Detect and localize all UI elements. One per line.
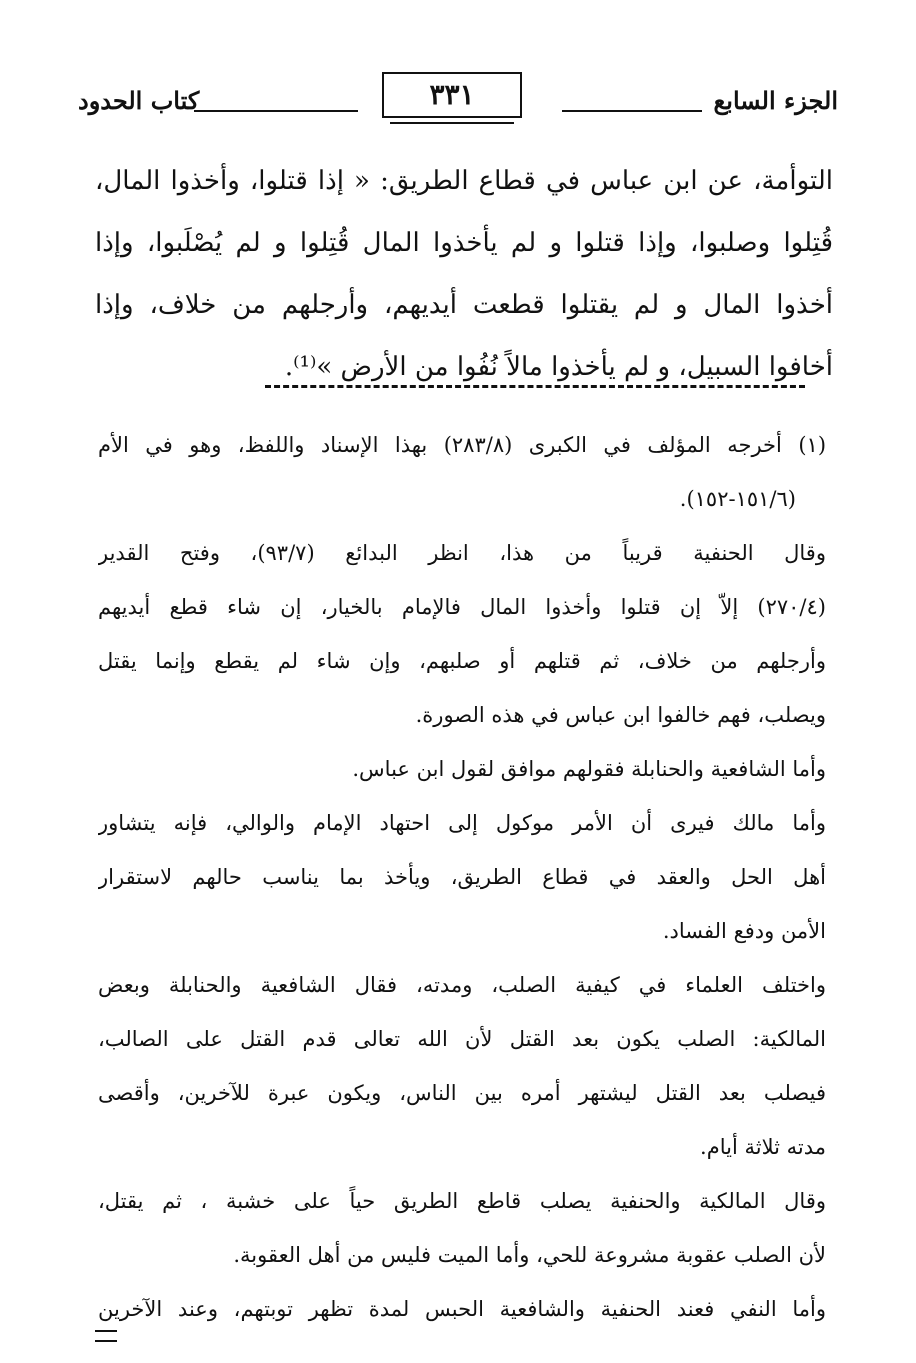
footnote-line: لأن الصلب عقوبة مشروعة للحي، وأما الميت فليس من أهل العقوبة. bbox=[233, 1243, 826, 1267]
footnote-line: أهل الحل والعقد في قطاع الطريق، ويأخذ بما يناسب حالهم لاستقرار bbox=[98, 865, 826, 889]
footnote-line: وقال الحنفية قريباً من هذا، انظر البدائع (٩٣/٧)، وفتح القدير bbox=[98, 541, 826, 565]
page-header bbox=[78, 72, 838, 132]
footnote-line: الأمن ودفع الفساد. bbox=[662, 919, 826, 943]
page-number: ٣٣١ bbox=[382, 72, 522, 118]
footnote-line: وأرجلهم من خلاف، ثم قتلهم أو صلبهم، وإن شاء لم يقطع وإنما يقتل bbox=[98, 649, 826, 673]
footnote-line: فيصلب بعد القتل ليشتهر أمره بين الناس، ويكون عبرة للآخرين، وأقصى bbox=[98, 1081, 826, 1105]
footnote-line: ويصلب، فهم خالفوا ابن عباس في هذه الصورة. bbox=[415, 703, 826, 727]
header-rule-right bbox=[562, 110, 702, 112]
footnote-line: (٢٧٠/٤) إلاّ إن قتلوا وأخذوا المال فالإمام بالخيار، إن شاء قطع أيديهم bbox=[98, 595, 826, 619]
footnote-line: وأما النفي فعند الحنفية والشافعية الحبس لمدة تظهر توبتهم، وعند الآخرين bbox=[98, 1297, 826, 1321]
main-text-line: قُتِلوا وصلبوا، وإذا قتلوا و لم يأخذوا المال قُتِلوا و لم يُصْلَبوا، وإذا bbox=[95, 228, 833, 258]
footnote-line: وقال المالكية والحنفية يصلب قاطع الطريق حياً على خشبة ، ثم يقتل، bbox=[98, 1189, 826, 1213]
header-part-title: الجزء السابع bbox=[713, 86, 838, 115]
footnote-line: المالكية: الصلب يكون بعد القتل لأن الله تعالى قدم القتل على الصالب، bbox=[98, 1027, 826, 1051]
main-text-line: أخذوا المال و لم يقتلوا قطعت أيديهم، وأرجلهم من خلاف، وإذا bbox=[95, 290, 833, 320]
footnote-line: وأما مالك فيرى أن الأمر موكول إلى احتهاد الإمام والوالي، فإنه يتشاور bbox=[98, 811, 826, 835]
main-text-line: التوأمة، عن ابن عباس في قطاع الطريق: « إذا قتلوا، وأخذوا المال، bbox=[95, 166, 833, 196]
footnote-line: (١٥١/٦-١٥٢). bbox=[679, 487, 796, 511]
footnote-line: (١) أخرجه المؤلف في الكبرى (٢٨٣/٨) بهذا الإسناد واللفظ، وهو في الأم bbox=[98, 433, 826, 457]
footnote-line: مدته ثلاثة أيام. bbox=[700, 1135, 826, 1159]
main-text-line: أخافوا السبيل، و لم يأخذوا مالاً نُفُوا من الأرض »⁽¹⁾. bbox=[284, 352, 833, 382]
footnote-separator bbox=[265, 385, 805, 388]
footnotes bbox=[98, 418, 826, 1336]
header-rule-left bbox=[194, 110, 358, 112]
continuation-mark bbox=[95, 1330, 117, 1342]
footnote-line: واختلف العلماء في كيفية الصلب، ومدته، فقال الشافعية والحنابلة وبعض bbox=[98, 973, 826, 997]
main-text bbox=[95, 150, 833, 398]
footnote-line: وأما الشافعية والحنابلة فقولهم موافق لقول ابن عباس. bbox=[352, 757, 826, 781]
header-book-title: كتاب الحدود bbox=[78, 86, 200, 115]
